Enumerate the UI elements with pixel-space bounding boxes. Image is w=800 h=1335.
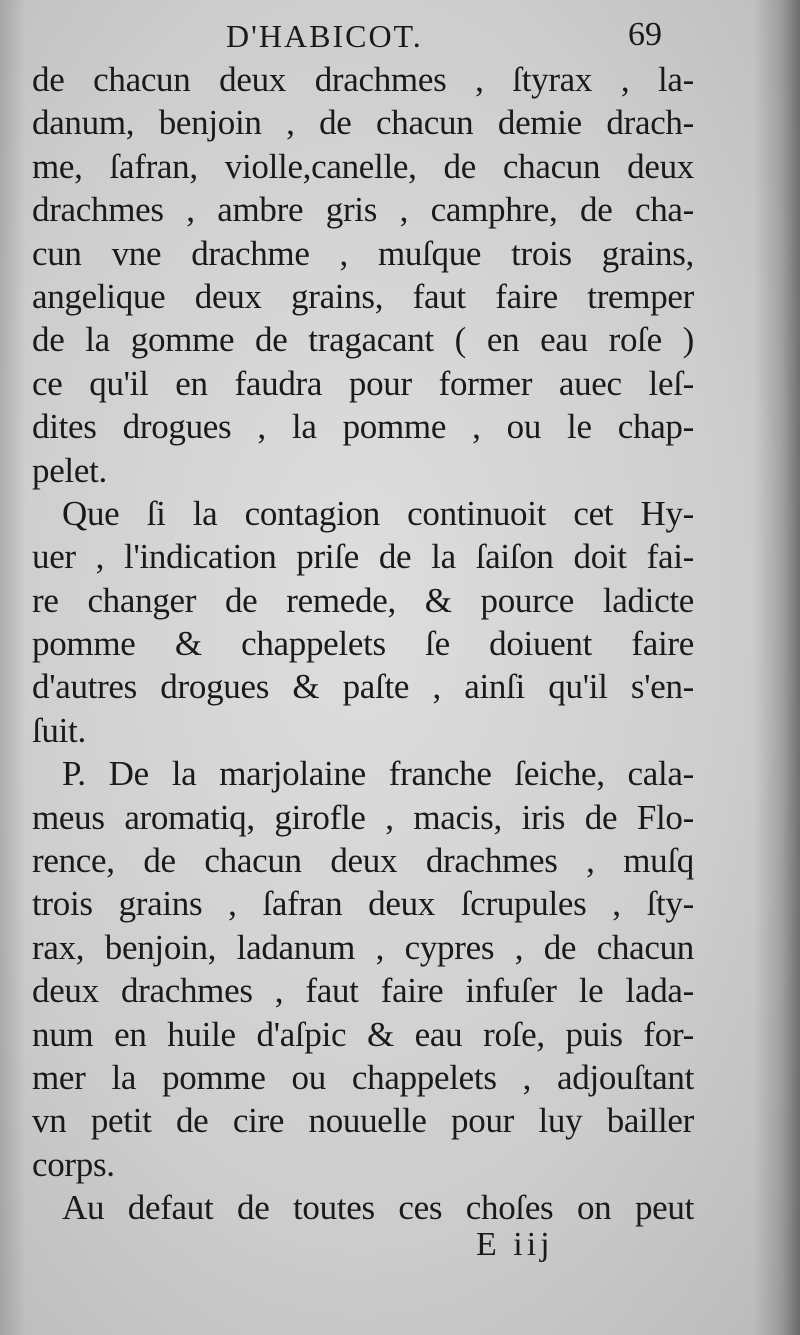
text-line: trois grains , ſafran deux ſcrupules , ſty- <box>32 884 694 924</box>
text-line: num en huile d'aſpic & eau roſe, puis for- <box>32 1014 694 1054</box>
text-line: de la gomme de tragacant ( en eau roſe ) <box>32 320 694 360</box>
paragraph-start-line: Au defaut de toutes ces choſes on peut <box>62 1188 694 1228</box>
page-right-shadow <box>754 0 800 1335</box>
text-line: de chacun deux drachmes , ſtyrax , la- <box>32 60 694 99</box>
text-line: mer la pomme ou chappelets , adjouſtant <box>32 1057 694 1097</box>
text-line: drachmes , ambre gris , camphre, de cha- <box>32 190 694 230</box>
text-line: me, ſafran, violle,canelle, de chacun deux <box>32 146 694 186</box>
text-line: re changer de remede, & pource ladicte <box>32 580 694 620</box>
text-line: angelique deux grains, faut faire tremper <box>32 276 694 316</box>
page-left-shadow <box>0 0 26 1335</box>
text-line: vn petit de cire nouuelle pour luy bailler <box>32 1101 694 1141</box>
text-line: pomme & chappelets ſe doiuent faire <box>32 624 694 664</box>
text-line: rax, benjoin, ladanum , cypres , de chacun <box>32 927 694 967</box>
text-line: ſuit. <box>32 710 86 750</box>
signature-mark: E iij <box>476 1226 554 1263</box>
paragraph-start-line: P. De la marjolaine franche ſeiche, cala- <box>62 754 694 794</box>
text-line: dites drogues , la pomme , ou le chap- <box>32 407 694 447</box>
text-line: meus aromatiq, girofle , macis, iris de Flo- <box>32 797 694 837</box>
text-line: deux drachmes , faut faire infuſer le lada- <box>32 971 694 1011</box>
page-header <box>0 16 800 60</box>
paragraph-start-line: Que ſi la contagion continuoit cet Hy- <box>62 493 694 533</box>
text-line: rence, de chacun deux drachmes , muſq <box>32 841 694 881</box>
text-line: pelet. <box>32 450 107 490</box>
text-line: ce qu'il en faudra pour former auec leſ- <box>32 363 694 403</box>
text-line: cun vne drachme , muſque trois grains, <box>32 233 694 273</box>
page-number: 69 <box>628 16 662 53</box>
text-line: d'autres drogues & paſte , ainſi qu'il s'en- <box>32 667 694 707</box>
body-text <box>32 58 694 1230</box>
running-head: D'HABICOT. <box>226 18 423 54</box>
text-line: uer , l'indication priſe de la ſaiſon doit fai- <box>32 537 694 577</box>
text-line: corps. <box>32 1144 115 1184</box>
text-line: danum, benjoin , de chacun demie drach- <box>32 103 694 143</box>
